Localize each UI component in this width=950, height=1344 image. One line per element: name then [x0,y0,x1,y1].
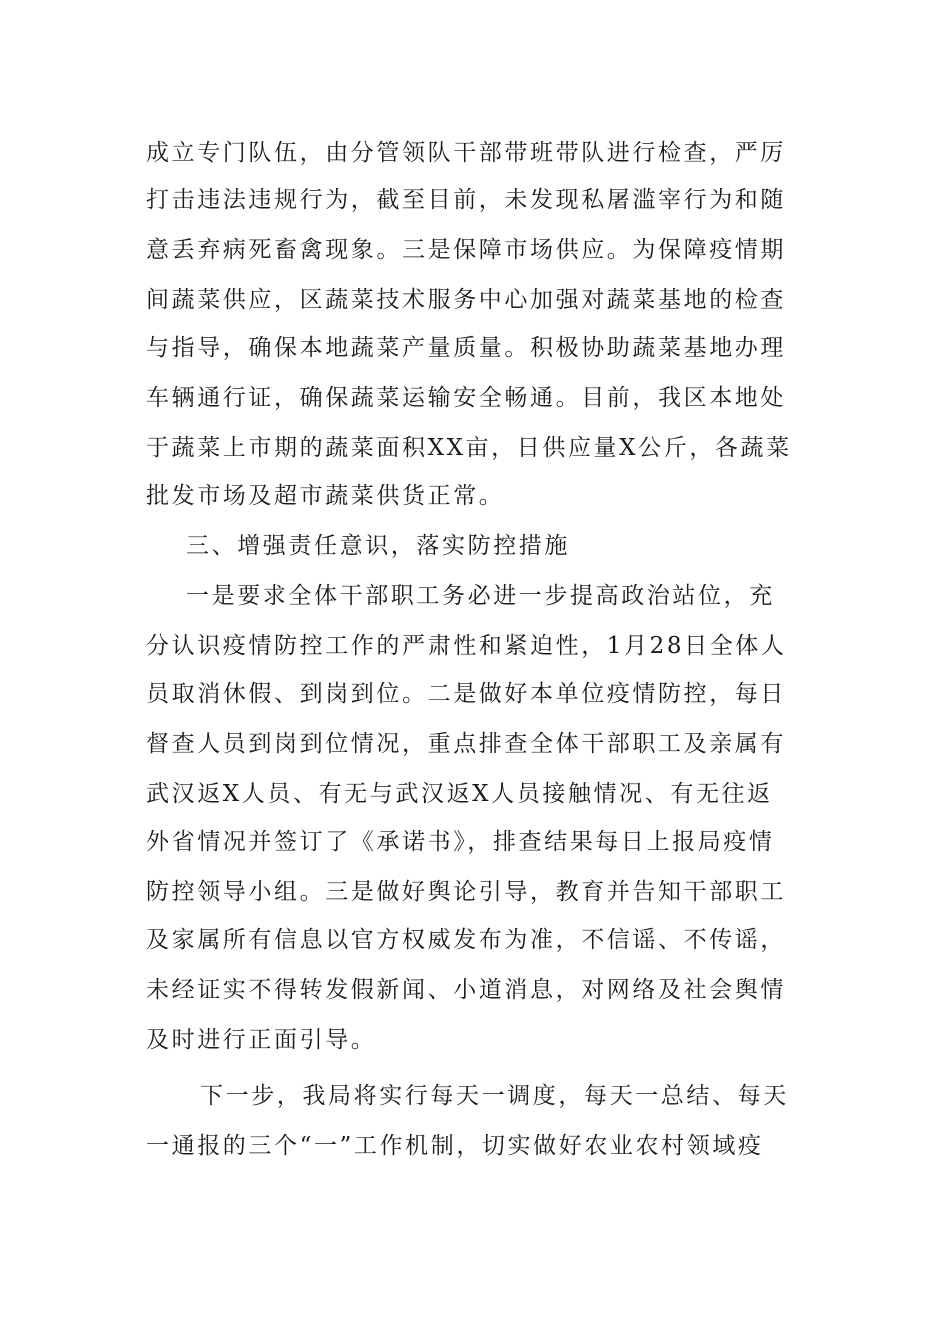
body-line: 成立专门队伍，由分管领队干部带班带队进行检查，严厉 [146,140,786,166]
body-line: 打击违法违规行为，截至目前，未发现私屠滥宰行为和随 [146,187,786,213]
body-line: 防控领导小组。三是做好舆论引导，教育并告知干部职工 [146,879,786,905]
body-line: 外省情况并签订了《承诺书》，排查结果每日上报局疫情 [146,829,775,855]
body-line: 及时进行正面引导。 [146,1027,377,1053]
body-line: 间蔬菜供应，区蔬菜技术服务中心加强对蔬菜基地的检查 [146,287,786,313]
body-line: 于蔬菜上市期的蔬菜面积XX亩，日供应量X公斤，各蔬菜 [146,435,792,461]
body-line: 与指导，确保本地蔬菜产量质量。积极协助蔬菜基地办理 [146,335,786,361]
body-line: 车辆通行证，确保蔬菜运输安全畅通。目前，我区本地处 [146,385,786,411]
body-line: 武汉返X人员、有无与武汉返X人员接触情况、有无往返 [146,781,773,807]
body-line: 批发市场及超市蔬菜供货正常。 [146,483,505,509]
body-line: 分认识疫情防控工作的严肃性和紧迫性，1月28日全体人 [146,633,787,659]
body-line: 未经证实不得转发假新闻、小道消息，对网络及社会舆情 [146,977,786,1003]
body-line: 一通报的三个“一”工作机制，切实做好农业农村领域疫 [146,1133,764,1159]
section-heading: 三、增强责任意识，落实防控措施 [186,533,570,559]
body-line: 下一步，我局将实行每天一调度，每天一总结、每天 [200,1083,789,1109]
body-line: 及家属所有信息以官方权威发布为准，不信谣、不传谣， [146,927,786,953]
body-line: 意丢弃病死畜禽现象。三是保障市场供应。为保障疫情期 [146,237,786,263]
body-line: 员取消休假、到岗到位。二是做好本单位疫情防控，每日 [146,681,786,707]
body-line: 一是要求全体干部职工务必进一步提高政治站位，充 [186,583,775,609]
body-line: 督查人员到岗到位情况，重点排查全体干部职工及亲属有 [146,731,786,757]
